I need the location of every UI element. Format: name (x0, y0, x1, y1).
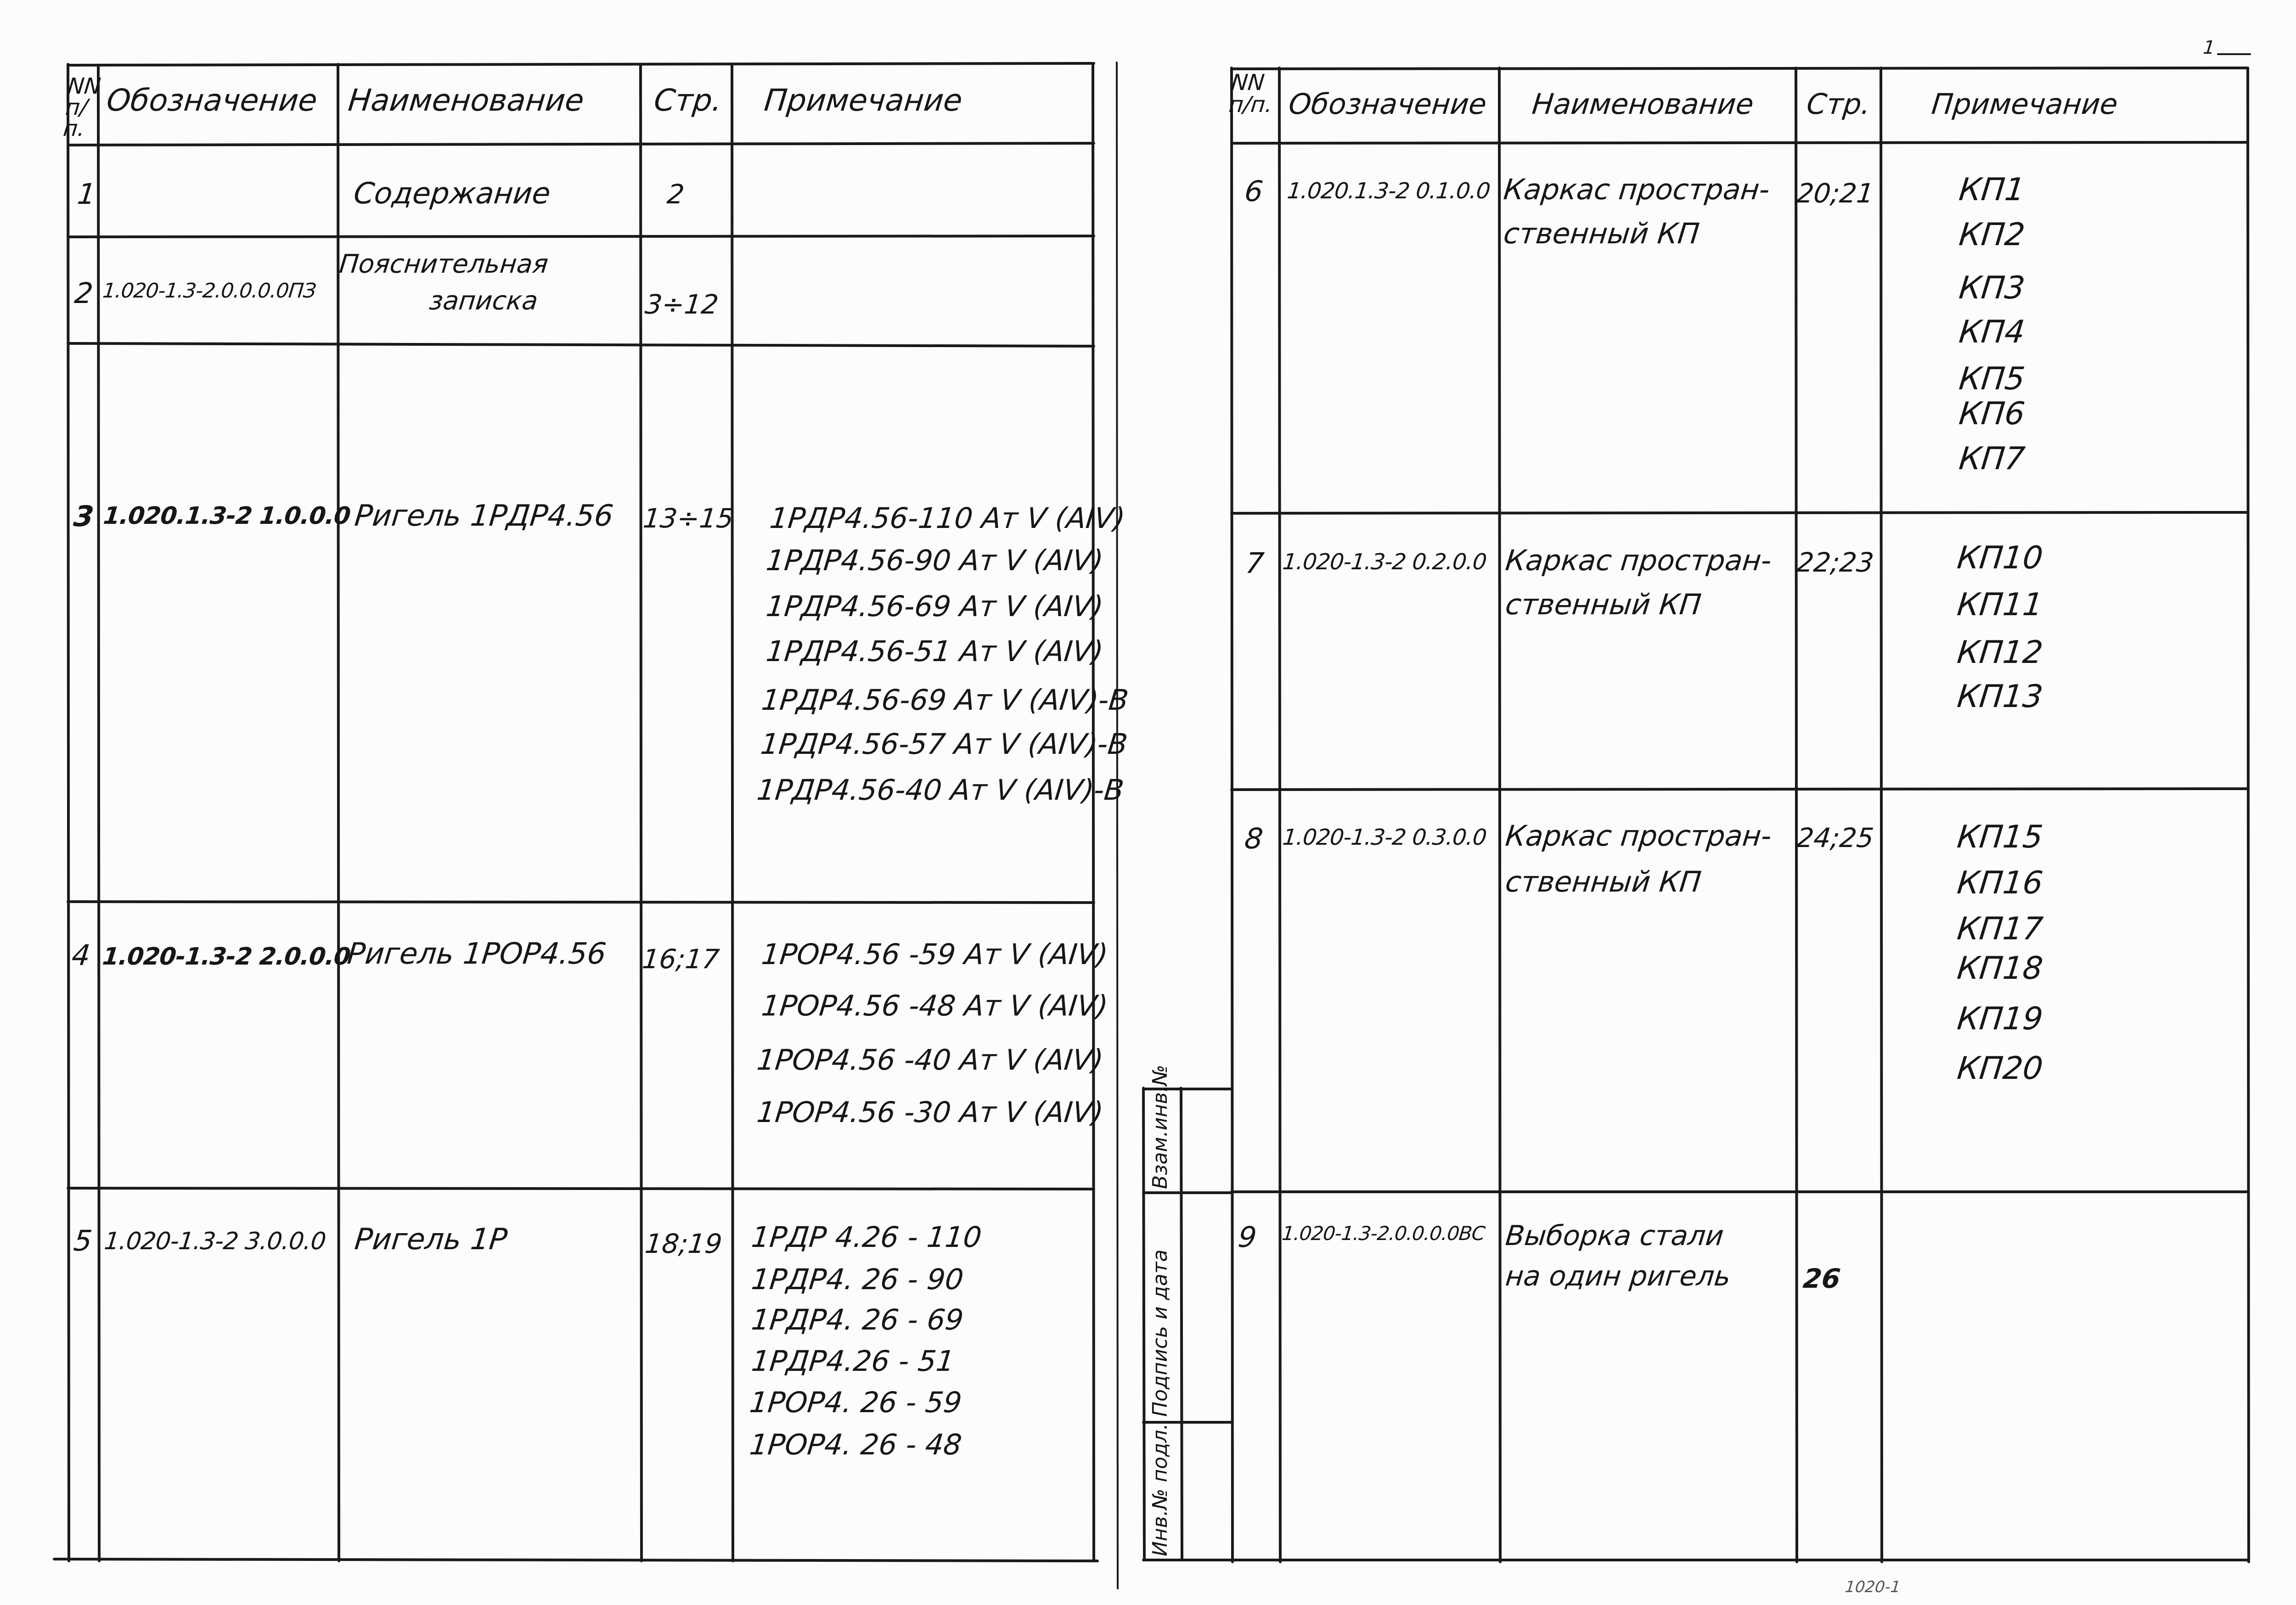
row-3-note-4: 1РДР4.56-51 Ат V (АIV) (764, 634, 1105, 668)
row-8-note-6: КП20 (1955, 1050, 2045, 1087)
row-4-note-4: 1РОР4.56 -30 Ат V (АIV) (755, 1095, 1105, 1129)
stamp-vzam-inv: Взам.инв.№ (1148, 1065, 1172, 1189)
left-header-code: Обозначение (105, 83, 319, 118)
row-5-note-2: 1РДР4. 26 - 90 (749, 1263, 965, 1296)
row-3-num: 3 (72, 499, 96, 533)
row-5-page: 18;19 (643, 1228, 724, 1259)
right-header-code: Обозначение (1287, 87, 1488, 121)
row-5-num: 5 (72, 1224, 94, 1257)
row-8-num: 8 (1243, 822, 1265, 855)
row-3-note-7: 1РДР4.56-40 Ат V (АIV)-В (755, 773, 1126, 807)
row-9-num: 9 (1236, 1220, 1259, 1254)
row-5-note-6: 1РОР4. 26 - 48 (748, 1428, 964, 1461)
right-header-page: Стр. (1805, 87, 1873, 121)
row-8-note-3: КП17 (1955, 911, 2045, 947)
row-8-note-2: КП16 (1955, 865, 2045, 901)
left-header-name: Наименование (346, 83, 586, 118)
row-5-name: Ригель 1Р (353, 1223, 509, 1257)
row-7-name-line-2: ственный КП (1503, 588, 1703, 621)
row-3-note-6: 1РДР4.56-57 Ат V (АIV)-В (759, 727, 1130, 761)
row-5-note-3: 1РДР4. 26 - 69 (749, 1303, 965, 1336)
row-4-note-1: 1РОР4.56 -59 Ат V (АIV) (760, 937, 1110, 971)
row-7-note-2: КП11 (1955, 587, 2045, 623)
row-3-page: 13÷15 (642, 503, 735, 534)
row-8-note-5: КП19 (1955, 1001, 2045, 1037)
row-5-note-4: 1РДР4.26 - 51 (749, 1344, 957, 1378)
row-6-code: 1.020.1.3-2 0.1.0.0 (1286, 178, 1491, 204)
row-9-name-line-1: Выборка стали (1504, 1220, 1725, 1252)
corner-mark: 1 (2202, 37, 2216, 58)
row-9-page: 26 (1801, 1263, 1842, 1294)
row-7-note-1: КП10 (1955, 540, 2045, 576)
row-8-page: 24;25 (1795, 822, 1875, 853)
row-3-note-5: 1РДР4.56-69 Ат V (АIV)-В (760, 683, 1131, 717)
row-1-num: 1 (75, 177, 98, 211)
row-7-note-4: КП13 (1955, 679, 2045, 715)
row-8-name-line-1: Каркас простран- (1503, 819, 1773, 853)
row-2-name-line-2: записка (428, 286, 540, 316)
right-header-name: Наименование (1530, 87, 1756, 121)
row-9-code: 1.020-1.3-2.0.0.0.0ВС (1281, 1222, 1486, 1245)
row-2-page: 3÷12 (643, 289, 720, 320)
row-4-num: 4 (70, 938, 92, 972)
left-header-num: NN п/п. (62, 73, 102, 141)
row-3-code: 1.020.1.3-2 1.0.0.0 (102, 502, 352, 530)
row-3-note-1: 1РДР4.56-110 Ат V (АIV) (768, 501, 1127, 535)
row-3-name: Ригель 1РДР4.56 (353, 499, 615, 533)
row-8-code: 1.020-1.3-2 0.3.0.0 (1281, 825, 1488, 850)
row-6-note-4: КП4 (1957, 314, 2027, 350)
row-4-name: Ригель 1РОР4.56 (345, 937, 608, 971)
row-9-name-line-2: на один ригель (1504, 1260, 1733, 1292)
row-7-code: 1.020-1.3-2 0.2.0.0 (1281, 549, 1488, 575)
stamp-podpis-data: Подпись и дата (1148, 1249, 1172, 1417)
row-6-num: 6 (1243, 174, 1265, 208)
row-6-note-1: КП1 (1957, 172, 2027, 208)
row-2-name-line-1: Пояснительная (338, 249, 550, 279)
row-5-code: 1.020-1.3-2 3.0.0.0 (103, 1228, 327, 1255)
row-6-note-7: КП7 (1957, 441, 2027, 477)
row-6-page: 20;21 (1795, 178, 1875, 209)
row-7-name-line-1: Каркас простран- (1503, 544, 1773, 577)
row-6-note-5: КП5 (1957, 361, 2027, 397)
row-2-num: 2 (73, 276, 95, 310)
row-4-note-2: 1РОР4.56 -48 Ат V (АIV) (760, 989, 1110, 1022)
row-7-page: 22;23 (1795, 547, 1875, 578)
row-1-page: 2 (665, 179, 686, 210)
row-6-name-line-1: Каркас простран- (1502, 173, 1772, 206)
row-6-note-2: КП2 (1957, 217, 2027, 253)
right-header-note: Примечание (1930, 87, 2120, 121)
row-2-code: 1.020-1.3-2.0.0.0.0ПЗ (101, 279, 317, 303)
row-6-name-line-2: ственный КП (1502, 217, 1701, 250)
row-7-note-3: КП12 (1955, 634, 2045, 671)
row-8-note-1: КП15 (1955, 819, 2045, 855)
row-7-num: 7 (1244, 546, 1266, 580)
row-6-note-6: КП6 (1957, 396, 2027, 432)
row-3-note-3: 1РДР4.56-69 Ат V (АIV) (764, 589, 1105, 623)
stamp-inv-podl: Инв.№ подл. (1148, 1423, 1172, 1556)
left-header-page: Стр. (652, 83, 724, 118)
row-5-note-5: 1РОР4. 26 - 59 (748, 1386, 964, 1419)
row-1-name: Содержание (352, 177, 552, 211)
row-8-name-line-2: ственный КП (1503, 865, 1703, 898)
row-8-note-4: КП18 (1955, 950, 2045, 987)
left-header-note: Примечание (762, 83, 964, 118)
footer-fragment: 1020-1 (1844, 1578, 1902, 1596)
row-4-code: 1.020-1.3-2 2.0.0.0 (101, 943, 352, 971)
row-4-note-3: 1РОР4.56 -40 Ат V (АIV) (755, 1043, 1105, 1077)
row-6-note-3: КП3 (1957, 270, 2027, 306)
row-5-note-1: 1РДР 4.26 - 110 (749, 1220, 984, 1254)
row-3-note-2: 1РДР4.56-90 Ат V (АIV) (764, 544, 1105, 577)
right-header-num: NN п/п. (1227, 70, 1274, 118)
row-4-page: 16;17 (641, 943, 721, 975)
